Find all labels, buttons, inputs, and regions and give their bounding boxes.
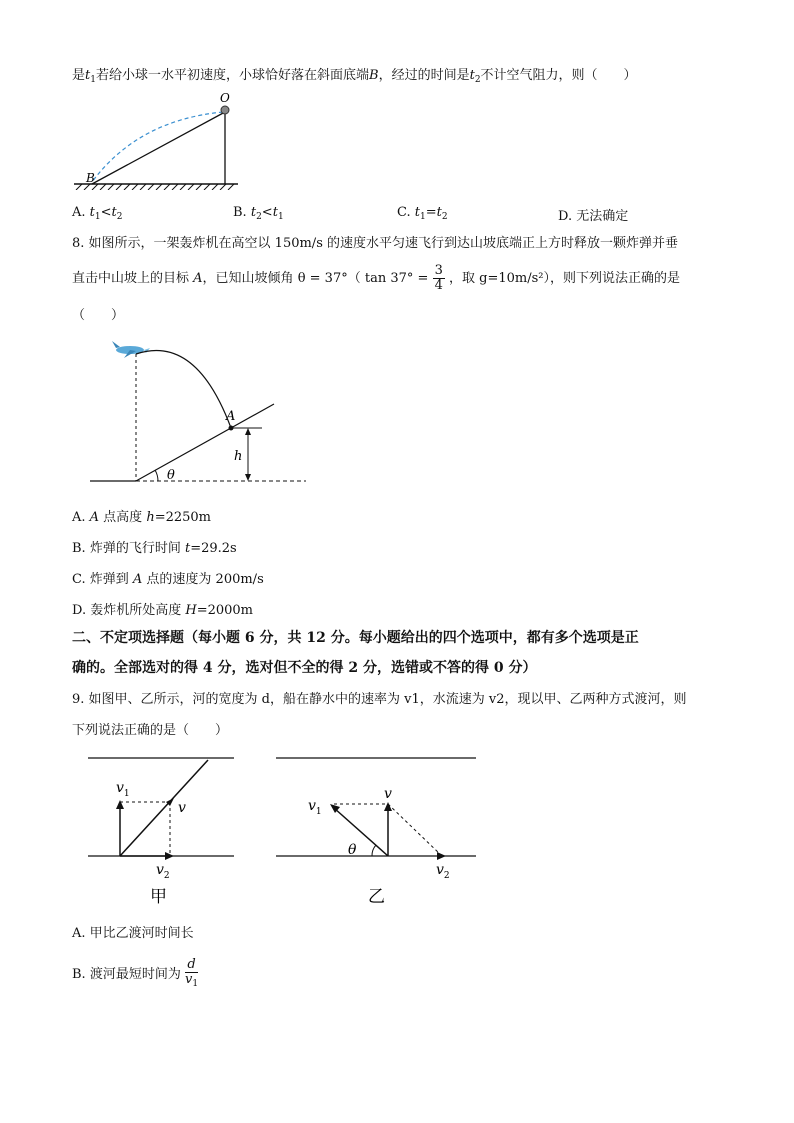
q8-figure bbox=[86, 336, 310, 490]
arrow-right-icon bbox=[165, 852, 174, 860]
label-o: O bbox=[220, 91, 230, 105]
bomber-plane-icon bbox=[112, 341, 150, 358]
ground-hatch bbox=[76, 184, 234, 190]
arrow-right-icon bbox=[437, 852, 446, 860]
v-arrow bbox=[120, 760, 208, 856]
q9-line2: 下列说法正确的是（ ） bbox=[72, 723, 229, 738]
q8-option-b: B. 炸弹的飞行时间 t=29.2s bbox=[72, 541, 237, 556]
q7-option-b: B. $t_2<t_1$ bbox=[233, 205, 284, 222]
time-fraction: $\frac{d}{v_1}$ bbox=[184, 957, 199, 989]
section2-heading-line2: 确的。全部选对的得 4 分，选对但不全的得 2 分，选错或不答的得 0 分） bbox=[72, 660, 537, 676]
q9-figure-yi bbox=[272, 752, 482, 912]
slope-line bbox=[136, 404, 274, 481]
label-v1: $v_1$ bbox=[308, 798, 322, 817]
q9-figure-jia bbox=[84, 752, 240, 912]
ball-icon bbox=[221, 106, 229, 114]
q9-line1: 9. 如图甲、乙所示，河的宽度为 d，船在静水中的速率为 v1，水流速为 v2，现以甲、乙两种方式渡河，则 bbox=[72, 692, 687, 707]
label-theta: θ bbox=[167, 468, 175, 483]
label-v2: $v_2$ bbox=[156, 862, 170, 881]
label-b: B bbox=[86, 171, 95, 185]
angle-arc bbox=[155, 470, 158, 481]
dashed-diag bbox=[388, 804, 442, 856]
arrow-up-icon bbox=[384, 802, 392, 811]
q8-option-c: C. 炸弹到 A 点的速度为 200m/s bbox=[72, 572, 264, 587]
q8-option-a: A. A 点高度 h=2250m bbox=[72, 510, 211, 525]
q8-line3: （ ） bbox=[72, 308, 125, 323]
label-h: h bbox=[234, 449, 243, 464]
incline-line bbox=[92, 112, 225, 184]
arrow-up-icon bbox=[245, 428, 251, 435]
label-theta: θ bbox=[348, 842, 357, 858]
label-v: v bbox=[384, 786, 392, 802]
q8-line2: 直击中山坡上的目标 A，已知山坡倾角 θ = 37°（ tan 37° = $\frac{3}{4}$ ，取 g=10m/s²），则下列说法正确的是 bbox=[72, 263, 680, 293]
q7-figure bbox=[68, 90, 248, 190]
q7-option-d: D. 无法确定 bbox=[558, 209, 629, 224]
q9-option-a: A. 甲比乙渡河时间长 bbox=[72, 926, 194, 941]
bomb-trajectory bbox=[136, 350, 231, 428]
v1-arrow bbox=[334, 808, 388, 856]
section2-heading-line1: 二、不定项选择题（每小题 6 分，共 12 分。每小题给出的四个选项中，都有多个选项是正 bbox=[72, 630, 639, 646]
arrow-down-icon bbox=[245, 474, 251, 481]
q7-option-a: A. $t_1<t_2$ bbox=[72, 205, 123, 222]
angle-arc bbox=[372, 845, 376, 856]
trajectory-curve bbox=[92, 112, 223, 182]
tan-fraction: $\frac{3}{4}$ bbox=[434, 263, 443, 293]
q8-option-d: D. 轰炸机所处高度 H=2000m bbox=[72, 603, 254, 618]
label-a: A bbox=[226, 409, 236, 424]
caption-yi: 乙 bbox=[368, 887, 385, 907]
q7-option-c: C. $t_1=t_2$ bbox=[397, 205, 448, 222]
caption-jia: 甲 bbox=[150, 887, 167, 907]
label-v: v bbox=[178, 800, 186, 816]
q9-option-b: B. 渡河最短时间为 $\frac{d}{v_1}$ bbox=[72, 957, 199, 989]
q8-line1: 8. 如图所示，一架轰炸机在高空以 150m/s 的速度水平匀速飞行到达山坡底端正上方时释放一颗炸弹并垂 bbox=[72, 236, 678, 251]
label-v1: $v_1$ bbox=[116, 780, 130, 799]
q7-stem: 是$t_1$若给小球一水平初速度，小球恰好落在斜面底端B，经过的时间是$t_2$不计空气阻力，则（ ） bbox=[72, 68, 637, 85]
arrow-up-icon bbox=[116, 800, 124, 809]
label-v2: $v_2$ bbox=[436, 862, 450, 881]
